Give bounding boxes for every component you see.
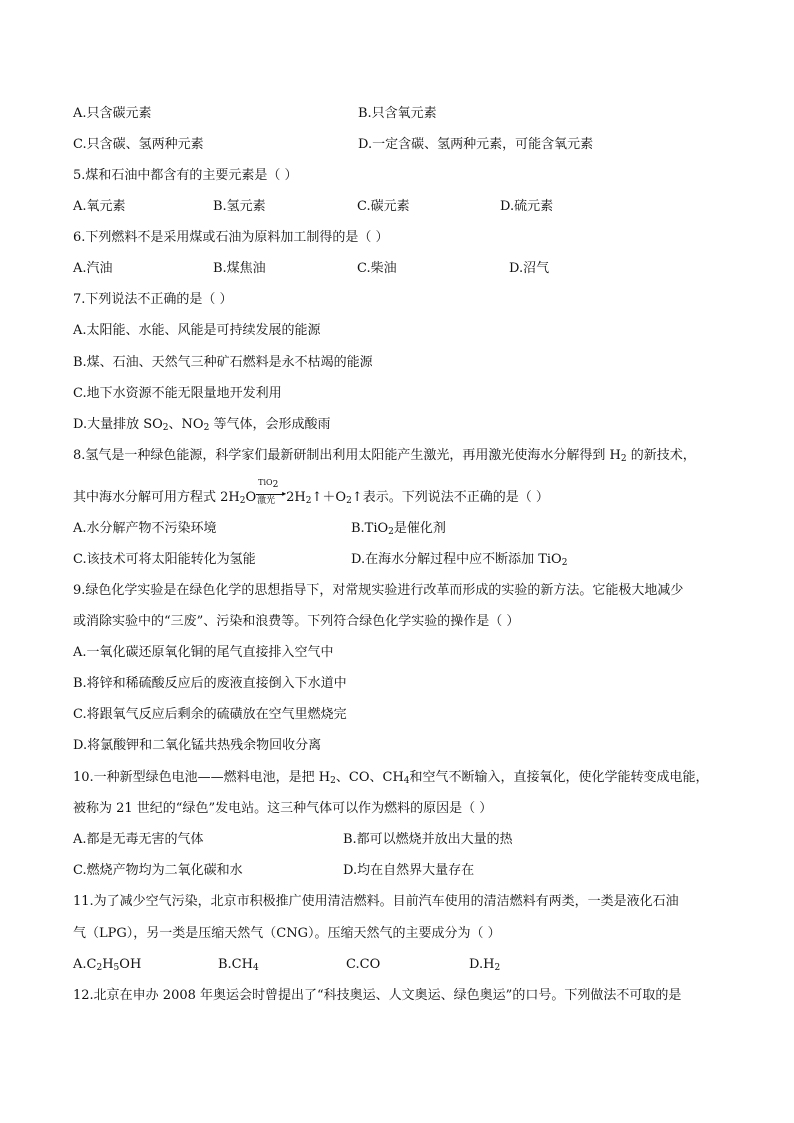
q6-option-a: A.汽油 bbox=[73, 261, 113, 276]
q4-option-a: A.只含碳元素 bbox=[73, 106, 152, 121]
q6-text: 6.下列燃料不是采用煤或石油为原料加工制得的是（ ） bbox=[73, 230, 389, 245]
q9-text-line1: 9.绿色化学实验是在绿色化学的思想指导下，对常规实验进行改革而形成的实验的新方法。它能极大地减少 bbox=[73, 583, 684, 598]
q8-options-row2 bbox=[0, 549, 794, 571]
q9-option-c-row bbox=[0, 704, 794, 726]
q9-option-b: B.将锌和稀硫酸反应后的废液直接倒入下水道中 bbox=[73, 676, 347, 691]
q11-text-line1: 11.为了减少空气污染，北京市积极推广使用清洁燃料。目前汽车使用的清洁燃料有两类，一类是液化石油 bbox=[73, 894, 679, 909]
q5-stem bbox=[0, 165, 794, 187]
q8-text-line1: 8.氢气是一种绿色能源，科学家们最新研制出利用太阳能产生激光，再用激光使海水分解得到 $H_2$ 的新技术， bbox=[73, 448, 696, 464]
q7-stem bbox=[0, 289, 794, 311]
q11-stem-line2 bbox=[0, 923, 794, 945]
q8-options-row1 bbox=[0, 518, 794, 540]
q11-stem-line1 bbox=[0, 891, 794, 913]
q8-text-line2: 其中海水分解可用方程式 $2H_2O$ TiO$_2$ ▸ 激光 $2H_2↑+O_2↑$表示。下列说法不正确的是（ ） bbox=[73, 487, 549, 509]
q10-text-line1: 10.一种新型绿色电池——燃料电池，是把 $H_2$、CO、$CH_4$和空气不断输入，直接氧化，使化学能转变成电能， bbox=[73, 770, 709, 786]
q9-option-b-row bbox=[0, 673, 794, 695]
q11-option-b: $B.CH_4$ bbox=[218, 957, 259, 973]
q11-text-line2: 气（LPG），另一类是压缩天然气（CNG）。压缩天然气的主要成分为（ ） bbox=[73, 926, 501, 941]
q10-options-row1 bbox=[0, 829, 794, 851]
q9-option-d-row bbox=[0, 735, 794, 757]
q9-option-a: A.一氧化碳还原氧化铜的尾气直接排入空气中 bbox=[73, 645, 334, 660]
q10-text-line2: 被称为 21 世纪的“绿色”发电站。这三种气体可以作为燃料的原因是（ ） bbox=[73, 801, 493, 816]
q10-stem-line1 bbox=[0, 767, 794, 789]
q5-option-b: B.氢元素 bbox=[213, 199, 266, 214]
q4-options-row1 bbox=[0, 103, 794, 125]
q4-option-b: B.只含氧元素 bbox=[358, 106, 437, 121]
reaction-condition: TiO$_2$ ▸ 激光 bbox=[257, 478, 287, 506]
q4-option-c: C.只含碳、氢两种元素 bbox=[73, 137, 204, 152]
q5-options bbox=[0, 196, 794, 218]
q8-option-a: A.水分解产物不污染环境 bbox=[73, 521, 217, 536]
q9-stem-line2 bbox=[0, 611, 794, 633]
q8-option-b: B.TiO$_2$是催化剂 bbox=[351, 521, 446, 537]
q5-text: 5.煤和石油中都含有的主要元素是（ ） bbox=[73, 168, 298, 183]
q11-options bbox=[0, 954, 794, 976]
q4-option-d: D.一定含碳、氢两种元素，可能含氧元素 bbox=[358, 137, 594, 152]
q6-option-b: B.煤焦油 bbox=[213, 261, 266, 276]
q11-option-c: C.CO bbox=[346, 957, 381, 972]
q11-option-d: $D.H_2$ bbox=[469, 957, 501, 973]
q8-option-c: C.该技术可将太阳能转化为氢能 bbox=[73, 552, 256, 567]
q7-option-d-row bbox=[0, 414, 794, 436]
q9-option-c: C.将跟氧气反应后剩余的硫磺放在空气里燃烧完 bbox=[73, 707, 347, 722]
q9-stem-line1 bbox=[0, 580, 794, 602]
q8-stem-line1 bbox=[0, 445, 794, 467]
q6-stem bbox=[0, 227, 794, 249]
reaction-arrow-icon bbox=[256, 494, 284, 495]
q10-option-b: B.都可以燃烧并放出大量的热 bbox=[343, 832, 513, 847]
q6-option-c: C.柴油 bbox=[357, 261, 397, 276]
q10-option-d: D.均在自然界大量存在 bbox=[343, 863, 475, 878]
q5-option-c: C.碳元素 bbox=[357, 199, 410, 214]
q10-option-a: A.都是无毒无害的气体 bbox=[73, 832, 204, 847]
q7-text: 7.下列说法不正确的是（ ） bbox=[73, 292, 233, 307]
q8-stem-line2 bbox=[0, 478, 794, 509]
q10-options-row2 bbox=[0, 860, 794, 882]
q5-option-d: D.硫元素 bbox=[500, 199, 554, 214]
q9-option-d: D.将氯酸钾和二氧化锰共热残余物回收分离 bbox=[73, 738, 322, 753]
q7-option-a-row bbox=[0, 320, 794, 342]
q5-option-a: A.氧元素 bbox=[73, 199, 126, 214]
q6-options bbox=[0, 258, 794, 280]
q7-option-c: C.地下水资源不能无限量地开发利用 bbox=[73, 386, 282, 401]
q10-option-c: C.燃烧产物均为二氧化碳和水 bbox=[73, 863, 243, 878]
q11-option-a: $A.C_2H_5OH$ bbox=[73, 957, 142, 973]
q12-stem bbox=[0, 985, 794, 1007]
q6-option-d: D.沼气 bbox=[509, 261, 550, 276]
q7-option-a: A.太阳能、水能、风能是可持续发展的能源 bbox=[73, 323, 321, 338]
q8-option-d: D.在海水分解过程中应不断添加 TiO$_2$ bbox=[351, 552, 568, 568]
q7-option-b: B.煤、石油、天然气三种矿石燃料是永不枯竭的能源 bbox=[73, 355, 373, 370]
q7-option-b-row bbox=[0, 352, 794, 374]
q7-option-d: D.大量排放 $SO_2$、$NO_2$ 等气体，会形成酸雨 bbox=[73, 417, 331, 433]
q7-option-c-row bbox=[0, 383, 794, 405]
q4-options-row2 bbox=[0, 134, 794, 156]
q9-option-a-row bbox=[0, 642, 794, 664]
q9-text-line2: 或消除实验中的“三废”、污染和浪费等。下列符合绿色化学实验的操作是（ ） bbox=[73, 614, 520, 629]
q10-stem-line2 bbox=[0, 798, 794, 820]
q12-text: 12.北京在申办 2008 年奥运会时曾提出了“科技奥运、人文奥运、绿色奥运”的口号。下列做法不可取的是 bbox=[73, 988, 682, 1003]
